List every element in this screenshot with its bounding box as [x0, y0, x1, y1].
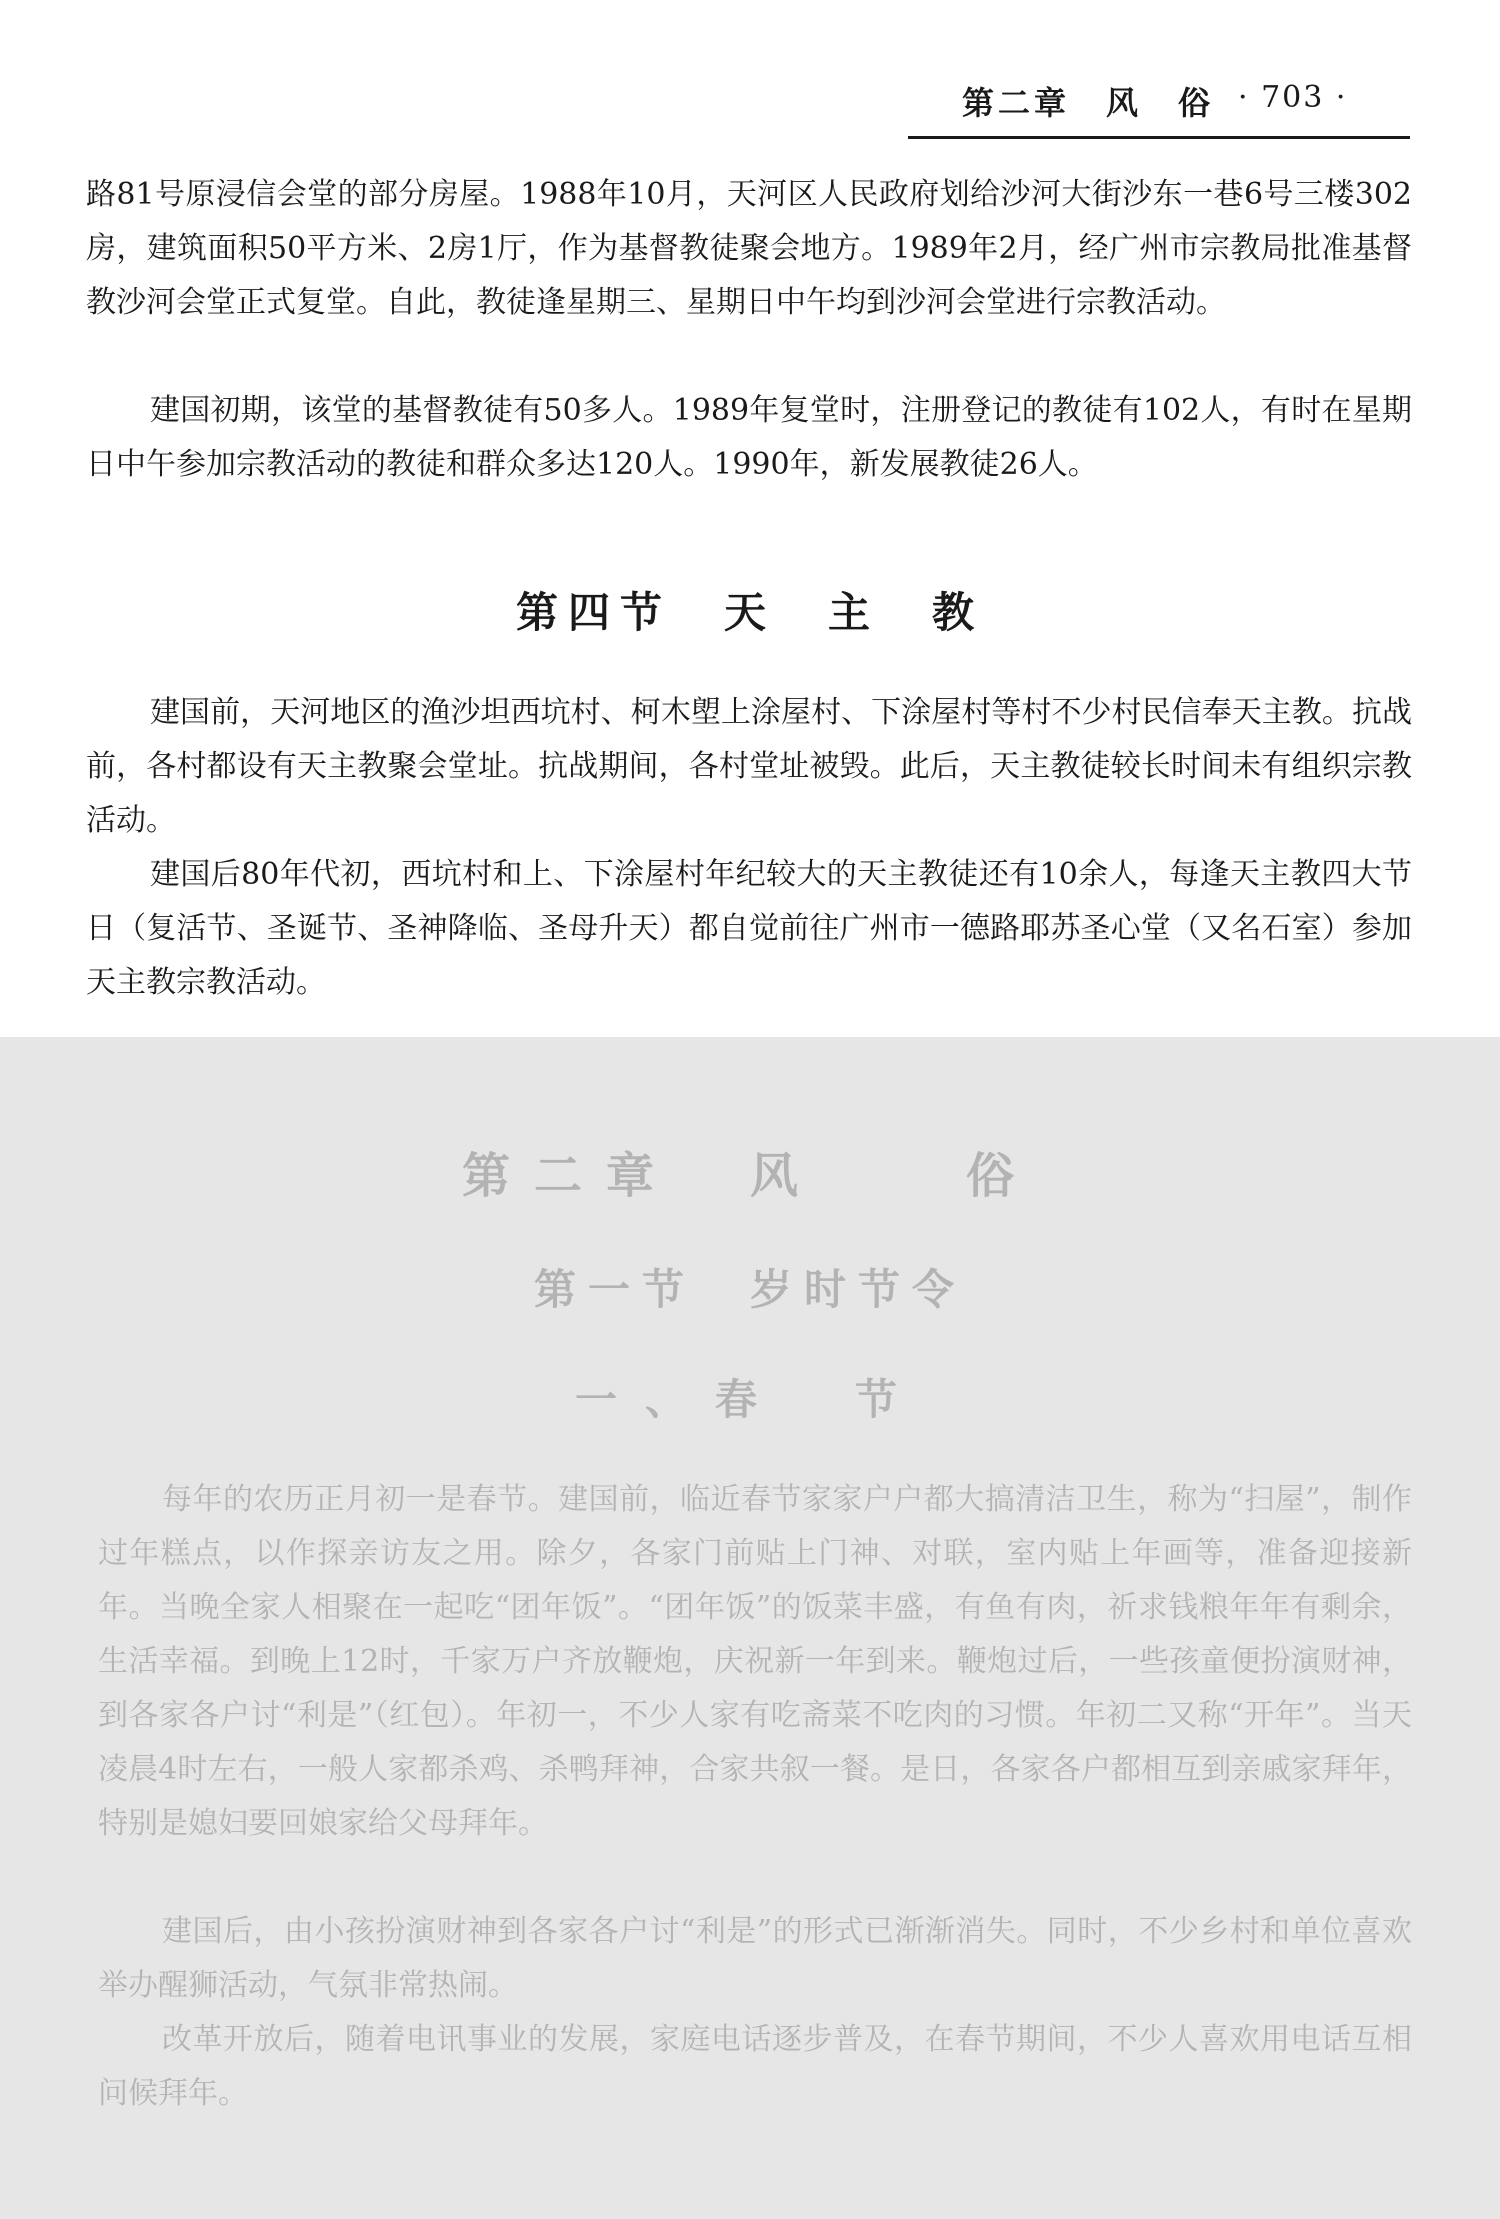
paragraph-catholic-prewar: 建国前，天河地区的渔沙坦西坑村、柯木塱上涂屋村、下涂屋村等村不少村民信奉天主教。抗战前，各村都设有天主教聚会堂址。抗战期间，各村堂址被毁。此后，天主教徒较长时间未有组织宗教活动。: [86, 695, 1412, 838]
paragraph-catholic-postwar: 建国后80年代初，西坑村和上、下涂屋村年纪较大的天主教徒还有10余人，每逢天主教四大节日（复活节、圣诞节、圣神降临、圣母升天）都自觉前往广州市一德路耶苏圣心堂（又名石室）参加天主教宗教活动。: [86, 857, 1412, 1000]
paragraph-church-members: 建国初期，该堂的基督教徒有50多人。1989年复堂时，注册登记的教徒有102人，有时在星期日中午参加宗教活动的教徒和群众多达120人。1990年，新发展教徒26人。: [86, 393, 1412, 482]
section-title-catholicism: 第四节 天 主 教: [515, 588, 984, 637]
bleed-through-region: [0, 1037, 1500, 2219]
running-header: [908, 70, 1410, 139]
ghost-paragraph-postwar: 建国后，由小孩扮演财神到各家各户讨“利是”的形式已渐渐消失。同时，不少乡村和单位喜欢举办醒狮活动，气氛非常热闹。: [98, 1914, 1412, 2003]
header-chapter-title: 第二章 风 俗: [962, 84, 1215, 122]
ghost-paragraph-spring-festival: 每年的农历正月初一是春节。建国前，临近春节家家户户都大搞清洁卫生，称为“扫屋”，制作过年糕点，以作探亲访友之用。除夕，各家门前贴上门神、对联，室内贴上年画等，准备迎接新年。当晚全家人相聚在一起吃“团年饭”。“团年饭”的饭菜丰盛，有鱼有肉，祈求钱粮年年有剩余，生活幸福。到晚上12时，千家万户齐放鞭炮，庆祝新一年到来。鞭炮过后，一些孩童便扮演财神，到各家各户讨“利是”（红包）。年初一，不少人家有吃斋菜不吃肉的习惯。年初二又称“开年”。当天凌晨4时左右，一般人家都杀鸡、杀鸭拜神，合家共叙一餐。是日，各家各户都相互到亲戚家拜年，特别是媳妇要回娘家给父母拜年。: [98, 1482, 1412, 1841]
ghost-subsection-title: 一、春 节: [574, 1375, 925, 1424]
ghost-chapter-title: 第二章 风 俗: [461, 1148, 1038, 1204]
ghost-section-title: 第一节 岁时节令: [533, 1265, 966, 1314]
paragraph-church-building: 路81号原浸信会堂的部分房屋。1988年10月，天河区人民政府划给沙河大街沙东一巷6号三楼302房，建筑面积50平方米、2房1厅，作为基督教徒聚会地方。1989年2月，经广州市宗教局批准基督教沙河会堂正式复堂。自此，教徒逢星期三、星期日中午均到沙河会堂进行宗教活动。: [86, 177, 1412, 320]
ghost-paragraph-reform: 改革开放后，随着电讯事业的发展，家庭电话逐步普及，在春节期间，不少人喜欢用电话互相问候拜年。: [98, 2022, 1412, 2111]
page-number: · 703 ·: [1238, 80, 1348, 115]
